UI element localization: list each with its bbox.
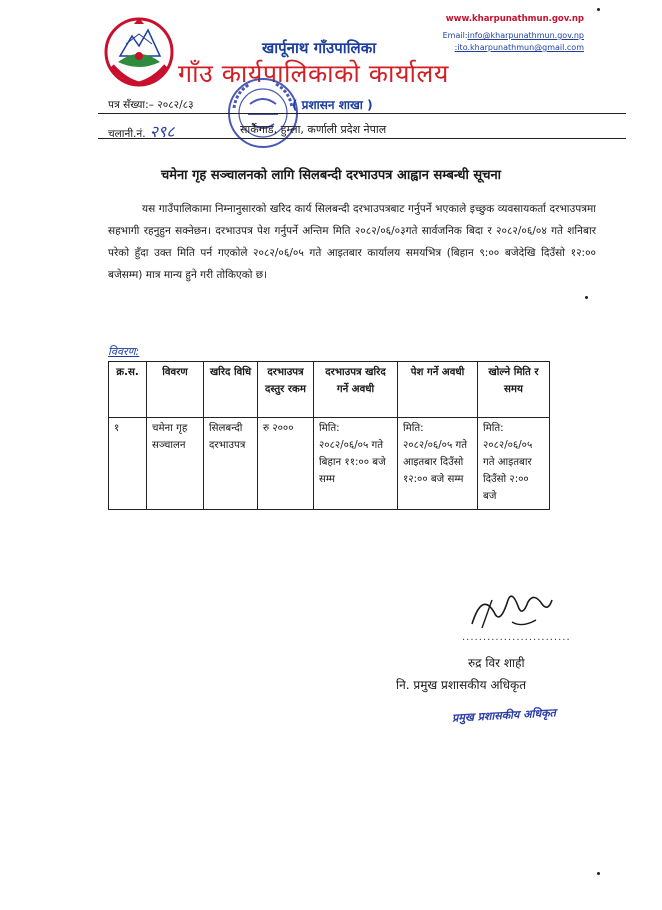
column-header: क्र.स. xyxy=(109,362,147,418)
email-block xyxy=(443,30,584,54)
column-header: दरभाउपत्र खरिद गर्ने अवधी xyxy=(314,362,398,418)
nepal-emblem-icon xyxy=(104,16,174,88)
column-header: विवरण xyxy=(147,362,204,418)
table-cell: रु २००० xyxy=(258,418,314,510)
office-address: सार्केगाड, हुम्ला, कर्णाली प्रदेश नेपाल xyxy=(240,123,387,136)
notice-title: चमेना गृह सञ्चालनको लागि सिलबन्दी दरभाउपत्र आह्वान सम्बन्धी सूचना xyxy=(160,168,502,183)
table-cell: मिति: २०८२/०६/०५ गते बिहान ११:०० बजे सम्म xyxy=(314,418,398,510)
speck-mark xyxy=(597,8,600,11)
municipality-name: खार्पूनाथ गाँउपालिका xyxy=(262,39,377,57)
signature-line: .......................... xyxy=(462,632,571,643)
header-divider-bottom xyxy=(98,138,626,139)
column-header: खोल्ने मिति र समय xyxy=(478,362,550,418)
email-link-info[interactable]: info@kharpunathmun.gov.np xyxy=(467,31,584,40)
table-cell: चमेना गृह सञ्चालन xyxy=(147,418,204,510)
table-row xyxy=(109,418,550,510)
column-header: पेश गर्ने अवधी xyxy=(398,362,478,418)
designation-stamp: प्रमुख प्रशासकीय अधिकृत xyxy=(451,706,557,725)
column-header: खरिद विधि xyxy=(204,362,258,418)
signatory-name: रुद्र विर शाही xyxy=(468,656,525,670)
header-divider xyxy=(98,113,626,114)
signature-icon xyxy=(452,582,562,638)
dispatch-number: २९८ xyxy=(149,122,175,141)
table-header-row xyxy=(109,362,550,418)
email-label: Email: xyxy=(442,31,468,40)
speck-mark xyxy=(585,296,588,299)
dispatch-label: चलानी.नं. xyxy=(108,128,146,140)
details-label: विवरण: xyxy=(108,345,140,358)
table-cell: १ xyxy=(109,418,147,510)
table-cell: मिति: २०८२/०६/०५ गते आइतबार दिउँसो १२:०० बजे सम्म xyxy=(398,418,478,510)
email-link-ito[interactable]: :ito.kharpunathmun@gmail.com xyxy=(454,43,584,52)
bid-details-table xyxy=(108,361,550,510)
reference-number: पत्र सँख्या:– २०८२/८३ xyxy=(108,99,194,111)
branch-name: ( प्रशासन शाखा ) xyxy=(292,98,373,112)
speck-mark xyxy=(597,872,600,875)
notice-body: यस गाउँपालिकामा निम्नानुसारको खरिद कार्य सिलबन्दी दरभाउपत्रबाट गर्नुपर्ने भएकाले इच्छुक व्यवसायकर्ता दरभाउपत्रमा सहभागी रहनुहुन सक्नेछन। दरभाउपत्र पेश गर्नुपर्ने अन्तिम मिति २०८२/०६/०३गते सार्वजनिक बिदा र २०८२/०६/०४ गते शनिबार परेको हुँदा उक्त मिति पर्न गएकोले २०८२/०६/०५ गते आइतबार कार्यालय समयभित्र (बिहान ९:०० बजेदेखि दिउँसो १२:०० बजेसम्म) मात्र मान्य हुने गरी तोकिएको छ। xyxy=(108,203,596,281)
website-url[interactable]: www.kharpunathmun.gov.np xyxy=(445,14,584,24)
table-cell: मिति: २०८२/०६/०५ गते आइतबार दिउँसो २:०० बजे xyxy=(478,418,550,510)
column-header: दरभाउपत्र दस्तुर रकम xyxy=(258,362,314,418)
office-name: गाँउ कार्यपालिकाको कार्यालय xyxy=(178,59,449,88)
signatory-designation: नि. प्रमुख प्रशासकीय अधिकृत xyxy=(396,678,527,692)
table-cell: सिलबन्दी दरभाउपत्र xyxy=(204,418,258,510)
